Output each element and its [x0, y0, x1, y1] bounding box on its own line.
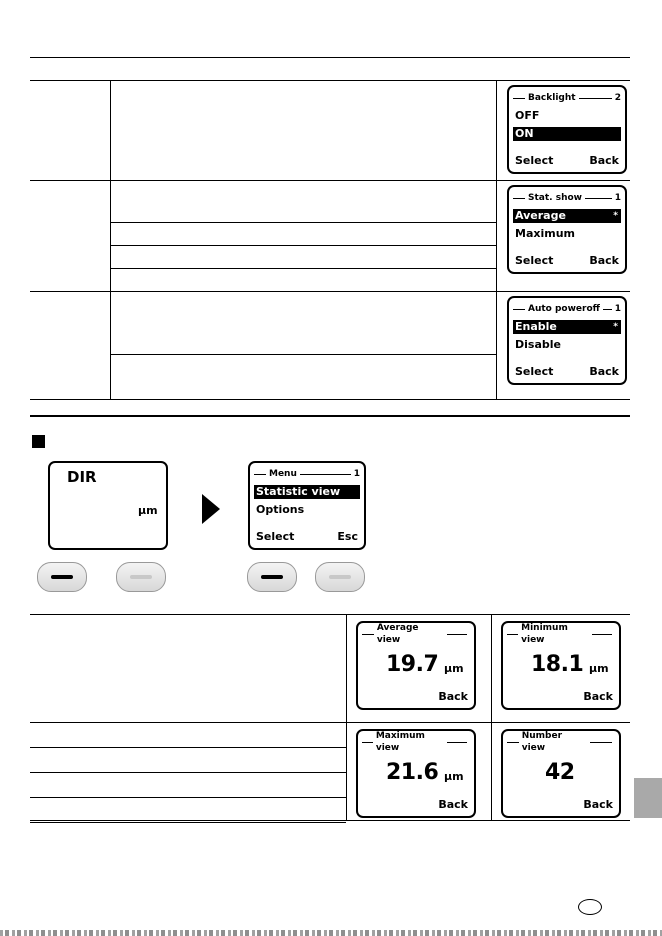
unit-label: µm: [589, 662, 609, 675]
softkey-bar: [51, 575, 73, 579]
backlight-screen: [507, 85, 627, 174]
dir-label: DIR: [67, 468, 97, 486]
screen-page-number: 1: [353, 469, 360, 479]
table-column-line: [496, 80, 497, 399]
measured-value: 21.6: [386, 760, 439, 785]
softkey-back-label: Back: [438, 798, 468, 811]
menu-item-maximum[interactable]: Maximum: [515, 227, 575, 240]
unit-label: µm: [444, 770, 464, 783]
top-rule: [30, 57, 630, 58]
table-rule: [30, 722, 630, 723]
table-rule: [30, 180, 630, 181]
screen-title-text: Number view: [521, 731, 563, 753]
minimum-view-screen: [501, 621, 621, 710]
table-column-line: [491, 614, 492, 821]
measured-value: 18.1: [531, 652, 584, 677]
softkey-bar: [261, 575, 283, 579]
square-marker-icon: [32, 435, 45, 448]
scan-artifact: [0, 930, 662, 936]
menu-item-options[interactable]: Options: [256, 503, 305, 516]
softkey-back-label: Back: [589, 254, 619, 267]
chapter-tab: [634, 778, 662, 818]
softkey-select-label: Select: [515, 154, 554, 167]
measured-value: 19.7: [386, 652, 439, 677]
table-rule: [110, 268, 496, 269]
language-oval-icon: [578, 899, 602, 915]
screen-page-number: 1: [614, 304, 621, 314]
table-rule: [110, 354, 496, 355]
table-rule: [30, 820, 630, 821]
menu-item-average[interactable]: [513, 209, 621, 223]
softkey-back-label: Back: [583, 798, 613, 811]
softkey-esc-label: Esc: [337, 530, 358, 543]
menu-item-disable[interactable]: Disable: [515, 338, 561, 351]
screen-title: [254, 468, 360, 480]
number-view-screen: [501, 729, 621, 818]
table-rule: [30, 399, 630, 400]
softkey-select-label: Select: [515, 365, 554, 378]
screen-title: [507, 731, 615, 753]
table-rule: [30, 80, 630, 81]
table-rule: [30, 747, 346, 748]
softkey-right-button[interactable]: [315, 562, 365, 592]
screen-title: [362, 731, 470, 753]
screen-title-text: Average view: [376, 623, 419, 645]
softkey-select-label: Select: [515, 254, 554, 267]
menu-item-off[interactable]: OFF: [515, 109, 540, 122]
screen-title: [362, 623, 470, 645]
screen-title: [513, 192, 621, 204]
softkey-select-label: Select: [256, 530, 295, 543]
menu-screen: [248, 461, 366, 550]
table-rule: [30, 291, 630, 292]
softkey-back-label: Back: [438, 690, 468, 703]
selected-mark-icon: *: [613, 211, 618, 221]
softkey-left-button[interactable]: [247, 562, 297, 592]
softkey-back-label: Back: [589, 154, 619, 167]
softkey-bar: [329, 575, 351, 579]
screen-title-text: Stat. show: [528, 193, 582, 203]
screen-page-number: 1: [614, 193, 621, 203]
selected-mark-icon: *: [613, 322, 618, 332]
softkey-left-button[interactable]: [37, 562, 87, 592]
section-rule: [30, 415, 630, 417]
menu-item-enable[interactable]: [513, 320, 621, 334]
screen-title-text: Menu: [269, 469, 297, 479]
measured-value: 42: [545, 760, 575, 785]
softkey-bar: [130, 575, 152, 579]
screen-title: [513, 303, 621, 315]
screen-title-text: Minimum view: [521, 623, 568, 645]
menu-item-label: Enable: [515, 320, 557, 333]
table-rule: [30, 822, 346, 823]
screen-title-text: Auto poweroff: [528, 304, 600, 314]
softkey-back-label: Back: [583, 690, 613, 703]
softkey-right-button[interactable]: [116, 562, 166, 592]
arrow-right-icon: [202, 494, 220, 524]
table-column-line: [110, 80, 111, 399]
maximum-view-screen: [356, 729, 476, 818]
screen-title-text: Maximum view: [375, 731, 425, 753]
table-rule: [110, 245, 496, 246]
softkey-back-label: Back: [589, 365, 619, 378]
dir-screen: [48, 461, 168, 550]
menu-item-label: Average: [515, 209, 566, 222]
table-rule: [30, 614, 630, 615]
average-view-screen: [356, 621, 476, 710]
menu-item-on[interactable]: ON: [513, 127, 621, 141]
unit-label: µm: [138, 504, 158, 517]
table-column-line: [346, 614, 347, 821]
table-rule: [110, 222, 496, 223]
screen-title: [513, 92, 621, 104]
table-rule: [30, 797, 346, 798]
screen-title: [507, 623, 615, 645]
menu-item-statistic-view[interactable]: Statistic view: [254, 485, 360, 499]
table-rule: [30, 772, 346, 773]
screen-title-text: Backlight: [528, 93, 576, 103]
auto-poweroff-screen: [507, 296, 627, 385]
stat-show-screen: [507, 185, 627, 274]
unit-label: µm: [444, 662, 464, 675]
screen-page-number: 2: [614, 93, 621, 103]
